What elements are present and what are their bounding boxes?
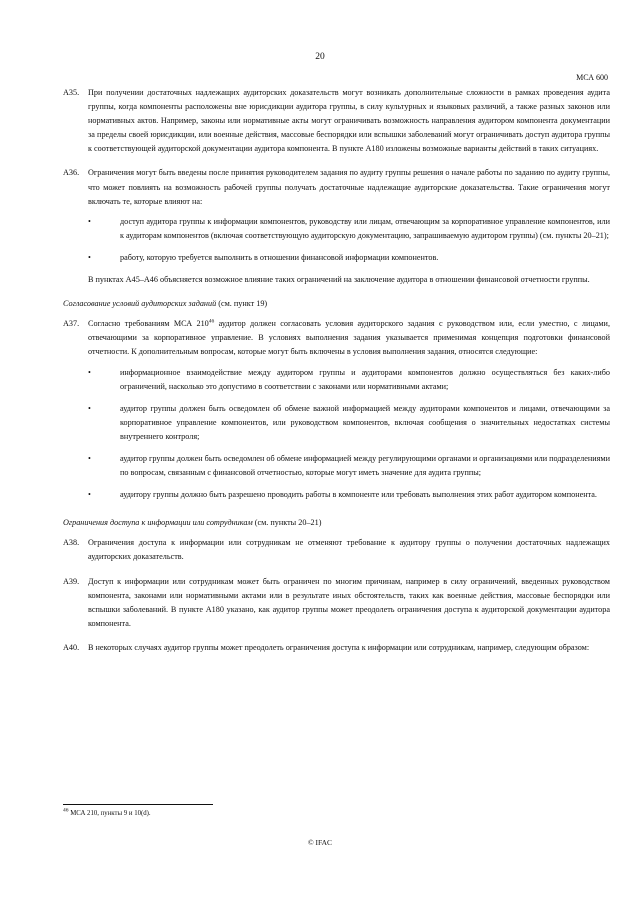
list-item: [63, 366, 610, 394]
paragraph-text: При получении достаточных надлежащих аудиторских доказательств могут возникать дополнительные сложности в рамках проведения аудита группы, когда компоненты расположены вне юрисдикции аудитора группы, в силу культурных и языковых различий, а также разных законов или нормативных актов. Например, законы или нормативные акты могут ограничивать возможность направления аудитором компонента документации за пределы своей юрисдикции, или военные действия, массовые беспорядки или вспышки заболеваний могут ограничивать доступ аудитора группы к соответствующей аудиторской документации аудитора компонента. В пункте А180 изложены возможные варианты действий в таких ситуациях.: [88, 88, 610, 154]
footnote-text: МСА 210, пункты 9 и 10(d).: [68, 810, 151, 817]
bullet-icon: •: [88, 367, 91, 377]
paragraph-a36: [63, 166, 610, 208]
main-content: [63, 86, 610, 655]
paragraph-text: Ограничения доступа к информации или сотрудникам не отменяют требование к аудитору группы о получении достаточных надлежащих аудиторских доказательств.: [88, 538, 610, 562]
list-item-text: работу, которую требуется выполнить в отношении финансовой информации компонентов.: [120, 252, 439, 262]
bullet-icon: •: [88, 490, 91, 500]
heading-ref: (см. пункты 20–21): [252, 518, 322, 528]
heading-ref: (см. пункт 19): [216, 299, 268, 309]
footnote: [63, 807, 151, 817]
section-heading-access-restrictions: [63, 516, 610, 530]
bullet-list-a36: [63, 215, 610, 265]
bullet-icon: •: [88, 216, 91, 226]
paragraph-text: Ограничения могут быть введены после принятия руководителем задания по аудиту группы решения о начале работы по заданию по аудиту группы, что может повлиять на возможность рабочей группы получать достаточные надлежащие аудиторские доказательства. Такие ограничения могут включать те, которые влияют на:: [88, 168, 610, 206]
paragraph-a35: [63, 86, 610, 156]
paragraph-a39: [63, 575, 610, 631]
bullet-icon: •: [88, 403, 91, 413]
list-item: [63, 402, 610, 444]
heading-italic: Согласование условий аудиторских заданий: [63, 299, 217, 309]
paragraph-text: Доступ к информации или сотрудникам может быть ограничен по многим причинам, например в силу ограничений, введенных руководством компонента, законами или нормативными актами или в результате иных обстоятельств, таких как военные действия, массовые беспорядки или вспышки заболеваний. В пункте А180 указано, как аудитор группы может преодолеть ограничения доступа к аудиторской документации аудитора компонента.: [88, 576, 610, 628]
list-item-text: аудитор группы должен быть осведомлен об обмене важной информацией между аудиторами компонентов и лицами, отвечающими за корпоративное управление компонентов, или руководством компонентов, включая сообщения о значительных недостатках системы внутреннего контроля;: [120, 403, 610, 441]
paragraph-a37: [63, 317, 610, 359]
list-item-text: информационное взаимодействие между аудитором группы и аудиторами компонентов должно осуществляться без каких-либо ограничений, насколько это допустимо в соответствии с законами или нормативными актами;: [120, 367, 610, 391]
footnote-ref: 46: [208, 318, 215, 325]
footnote-number: 46: [63, 807, 69, 814]
paragraph-label: A36.: [63, 168, 80, 178]
doc-code: МСА 600: [576, 73, 608, 82]
list-item: [63, 452, 610, 480]
paragraph-text: В некоторых случаях аудитор группы может преодолеть ограничения доступа к информации или сотрудникам, например, следующим образом:: [88, 642, 590, 652]
page-number: 20: [315, 52, 325, 62]
paragraph-label: A35.: [63, 88, 80, 97]
paragraph-label: A38.: [63, 538, 80, 548]
list-item-text: аудитору группы должно быть разрешено проводить работы в компоненте или требовать выполнения этих работ аудитором компонента.: [120, 490, 597, 500]
page-footer: © IFAC: [307, 838, 333, 847]
paragraph-a36-continuation: В пунктах А45–А46 объясняется возможное влияние таких ограничений на заключение аудитора в отношении финансовой отчетности группы.: [88, 275, 590, 285]
paragraph-a38: [63, 536, 610, 564]
section-heading-engagement-terms: [63, 297, 610, 311]
paragraph-label: A37.: [63, 319, 80, 329]
paragraph-text: Согласно требованиям МСА 210: [88, 319, 209, 329]
paragraph-a40: [63, 641, 610, 655]
paragraph-label: A39.: [63, 576, 80, 586]
paragraph-label: A40.: [63, 642, 80, 652]
list-item: [63, 251, 610, 265]
bullet-icon: •: [88, 453, 91, 463]
bullet-icon: •: [88, 252, 91, 262]
heading-italic: Ограничения доступа к информации или сотрудникам: [63, 518, 253, 528]
list-item: [63, 215, 610, 243]
list-item-text: доступ аудитора группы к информации компонентов, руководству или лицам, отвечающим за корпоративное управление компонентов, или к аудиторам компонентов (включая соответствующую аудиторскую документацию, запрашиваемую аудитором группы) (см. пункты 20–21);: [120, 216, 610, 240]
paragraph-text-cont: аудитор должен согласовать условия аудиторского задания с руководством или, если уместно, с лицами, отвечающими за корпоративное управление. В условиях выполнения задания указывается применимая концепция подготовки финансовой отчетности. К дополнительным вопросам, которые могут быть включены в условия выполнения задания, относятся следующие:: [88, 319, 610, 357]
footnote-divider: [63, 804, 213, 805]
list-item: [63, 488, 610, 502]
bullet-list-a37: [63, 366, 610, 503]
list-item-text: аудитор группы должен быть осведомлен об обмене информацией между регулирующими органами и организациями или подразделениями по вопросам, связанным с финансовой отчетностью, которые могут иметь значение для аудита группы;: [120, 453, 610, 478]
